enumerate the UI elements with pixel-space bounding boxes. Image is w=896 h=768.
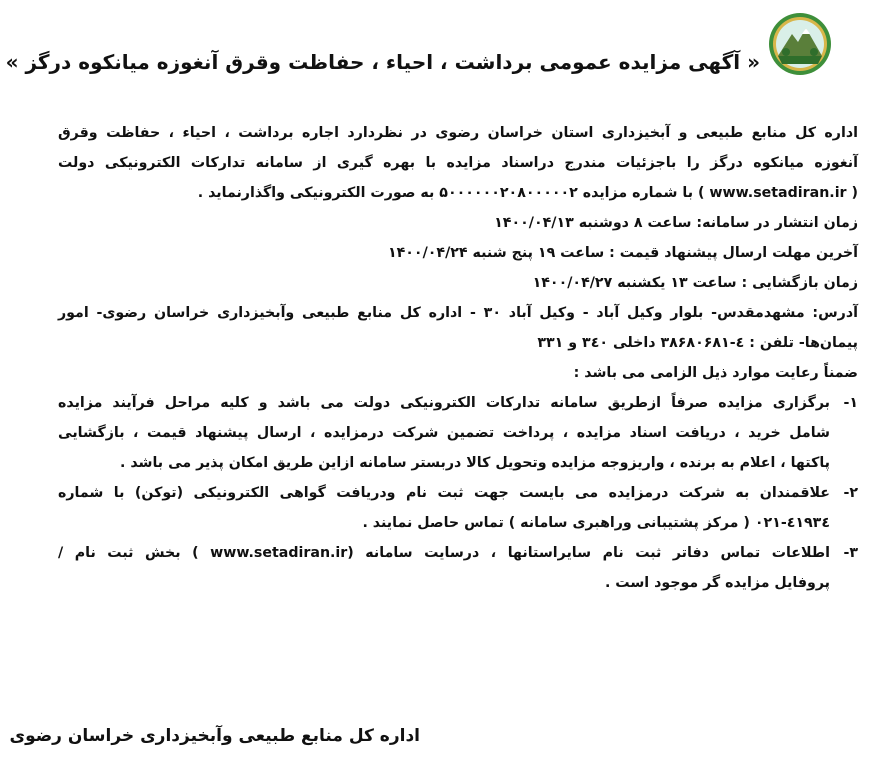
organization-logo <box>768 12 832 76</box>
intro-line: ( www.setadiran.ir ) با شماره مزایده ۵۰۰۰۰۰۰۲۰۸۰۰۰۰۰۲ به صورت الکترونیکی واگذارنماید . <box>197 185 858 201</box>
issuer-signature: اداره کل منابع طبیعی وآبخیزداری خراسان رضوی <box>9 726 420 746</box>
item-line: برگزاری مزایده صرفاً ازطریق سامانه تدارکات الکترونیکی دولت می باشد و کلیه مراحل فرآیند مزایده <box>58 395 830 411</box>
item-line: علاقمندان به شرکت درمزایده می بایست جهت ثبت نام ودریافت گواهی الکترونیکی (توکن) با شماره <box>58 485 830 501</box>
item-line: اطلاعات تماس دفاتر ثبت نام سایراستانها ، درسایت سامانه (www.setadiran.ir ) بخش ثبت نام / <box>58 545 830 561</box>
address-line: آدرس: مشهدمقدس- بلوار وکیل آباد - وکیل آباد ۳۰ - اداره کل منابع طبیعی وآبخیزداری خراسان رضوی- امور <box>58 305 858 321</box>
publish-time: زمان انتشار در سامانه: ساعت ۸ دوشنبه ۱۴۰۰/۰۴/۱۳ <box>494 215 858 231</box>
mountain-emblem-icon <box>768 12 832 76</box>
notice-title: « آگهی مزایده عمومی برداشت ، احیاء ، حفاظت وقرق آنغوزه میانکوه درگز » <box>5 50 760 74</box>
opening-time: زمان بازگشایی : ساعت ۱۳ یکشنبه ۱۴۰۰/۰۴/۲۷ <box>532 275 858 291</box>
requirement-item <box>58 478 858 538</box>
item-line: پاکتها ، اعلام به برنده ، واریزوجه مزایده وتحویل کالا دربستر سامانه ازاین طریق امکان پذیر می باشد . <box>120 455 830 471</box>
address-line: پیمان‌ها- تلفن : ٤-۳۸۶۸۰۶۸۱ داخلی ۳٤۰ و ۳۳۱ <box>537 335 858 351</box>
notice-body <box>58 118 858 598</box>
bid-deadline: آخرین مهلت ارسال پیشنهاد قیمت : ساعت ۱۹ پنج شنبه ۱۴۰۰/۰۴/۲۴ <box>387 245 858 261</box>
intro-line: اداره کل منابع طبیعی و آبخیزداری استان خراسان رضوی در نظردارد اجاره برداشت ، احیاء ، حفاظت وقرق <box>58 125 858 141</box>
intro-line: آنغوزه میانکوه درگز را باجزئیات مندرج دراسناد مزایده با بهره گیری از سامانه تدارکات الکترونیکی دولت <box>58 155 858 171</box>
note-heading: ضمناً رعایت موارد ذیل الزامی می باشد : <box>573 365 858 381</box>
item-line: پروفایل مزایده گر موجود است . <box>604 575 830 591</box>
item-number: ۲- <box>843 485 858 501</box>
item-number: ۱- <box>843 395 858 411</box>
item-line: شامل خرید ، دریافت اسناد مزایده ، پرداخت تضمین شرکت درمزایده ، ارسال پیشنهاد قیمت ، بازگشایی <box>58 425 830 441</box>
requirement-item <box>58 388 858 478</box>
item-number: ۳- <box>843 545 858 561</box>
requirement-item <box>58 538 858 598</box>
item-line: ٤۱۹۳٤-۰۲۱ ( مرکز پشتیبانی وراهبری سامانه ) تماس حاصل نمایند . <box>362 515 830 531</box>
